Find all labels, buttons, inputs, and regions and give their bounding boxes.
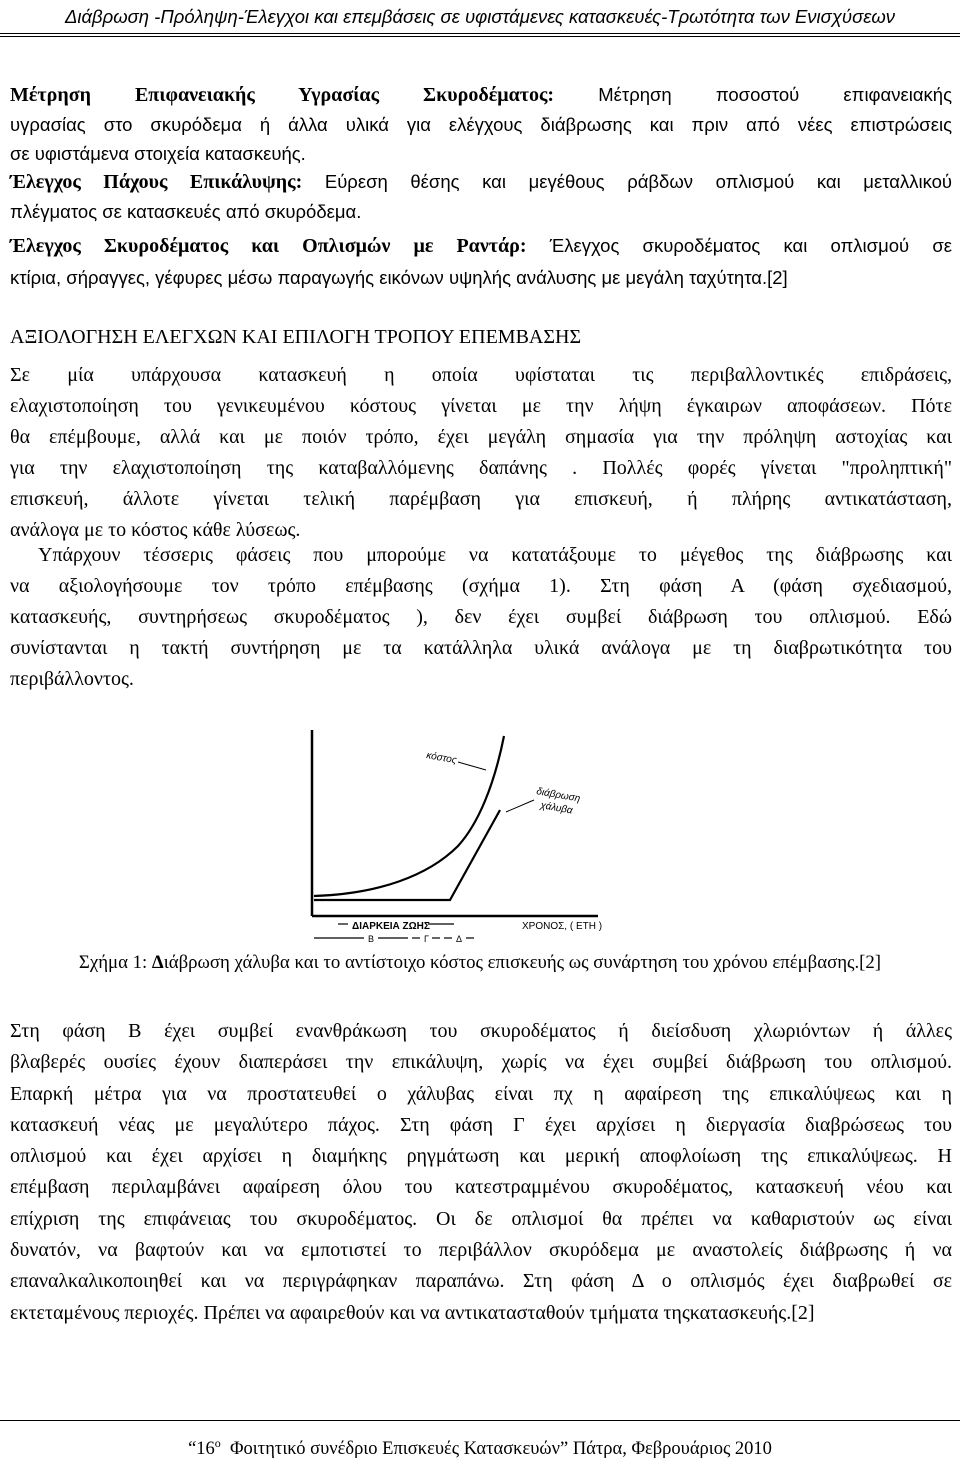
p1-line: για την ελαχιστοποίηση της καταβαλλόμενης δαπάνης . Πολλές φορές γίνεται "προληπτική" [10,457,952,479]
label-cost-leader [458,762,486,770]
label-steel-1: διάβρωση [535,786,582,805]
p3-line: εκτεταμένους περιοχές. Πρέπει να αφαιρεθούν και να αντικατασταθούν τμήματα τηςκατασκευής.[2] [10,1301,815,1324]
p3-line: βλαβερές ουσίες έχουν διαπεράσει την επικάλυψη, χωρίς να έχει συμβεί διάβρωση του οπλισμού. [10,1051,952,1074]
p3-line: Στη φάση Β έχει συμβεί ενανθράκωση του σκυροδέματος ή διείσδυση χλωριόντων ή άλλες [10,1020,952,1042]
method-radar [10,230,952,293]
label-time: ΧΡΟΝΟΣ, ( ΕΤΗ ) [522,921,603,932]
p3-line: επέμβαση περιλαμβάνει αφαίρεση όλου του κατεστραμμένου σκυροδέματος, κατασκευή νέου και [10,1176,952,1199]
phase-b-label: Β [368,934,375,944]
method-moisture-line1: Μέτρηση Επιφανειακής Υγρασίας Σκυροδέματος: Μέτρηση ποσοστού επιφανειακής [10,84,952,106]
method-radar-term: Έλεγχος Σκυροδέματος και Οπλισμών με Ραντάρ: [10,235,527,257]
steel-corrosion-curve [314,810,500,900]
p1-line: ελαχιστοποίηση του γενικευμένου κόστους γίνεται με την λήψη έγκαιρων αποφάσεων. Πότε [10,395,952,417]
caption-text: ιάβρωση χάλυβα και το αντίστοιχο κόστος επισκευής ως συνάρτηση του χρόνου επέμβασης.[2] [163,952,882,973]
label-lifetime: ΔΙΑΡΚΕΙΑ ΖΩΗΣ [352,921,430,932]
method-moisture-term: Μέτρηση Επιφανειακής Υγρασίας Σκυροδέματος: [10,84,555,106]
p2-line: κατασκευής, συντηρήσεως σκυροδέματος ), δεν έχει συμβεί διάβρωση του οπλισμού. Εδώ [10,606,952,628]
page-footer: “$16^o$ Φοιτητικό συνέδριο Επισκευές Κατασκευών” Πάτρα, Φεβρουάριος 2010 [188,1436,772,1460]
method-cover-line2: πλέγματος σε κατασκευές από σκυρόδεμα. [10,201,362,222]
caption-d: Δ [151,952,164,973]
method-cover-term: Έλεγχος Πάχους Επικάλυψης: [10,171,303,193]
method-radar-line1: Έλεγχος Σκυροδέματος και Οπλισμών με Ραντάρ: Έλεγχος σκυροδέματος και οπλισμού σε [10,235,952,257]
p3-line: επίχριση της επιφάνειας του σκυροδέματος. Οι δε οπλισμοί θα πρέπει να καθαριστούν ως είναι [10,1207,952,1230]
figure-1-drawing [308,726,604,944]
method-radar-line2: κτίρια, σήραγγες, γέφυρες μέσω παραγωγής εικόνων υψηλής ανάλυσης με μεγάλη ταχύτητα.[2] [10,267,788,288]
method-cover [10,167,952,226]
running-header: Διάβρωση -Πρόληψη-Έλεγχοι και επεμβάσεις σε υφιστάμενες κατασκευές-Τρωτότητα των Ενισχύσεων [64,6,896,27]
footer-number: 16 [196,1439,215,1460]
paragraph-1 [10,360,952,546]
p3-line: Επαρκή μέτρα για να προστατευθεί ο χάλυβας είναι πχ η αφαίρεση της επικαλύψεως και η [10,1082,952,1105]
figure-1 [308,726,604,944]
paragraph-2 [10,540,952,695]
label-steel-leader [506,800,534,812]
p3-line: κατασκευή νέας με μεγαλύτερο πάχος. Στη φάση Γ έχει αρχίσει η διεργασία διαβρώσεως του [10,1113,952,1136]
p1-line: θα επέμβουμε, αλλά και με ποιόν τρόπο, έχει μεγάλη σημασία για την πρόληψη αστοχίας και [10,426,952,448]
label-steel-2: χάλυβα [539,800,574,817]
p1-line: επισκευή, άλλοτε γίνεται τελική παρέμβαση για επισκευή, ή πλήρης αντικατάσταση, [10,488,952,510]
method-moisture-line3: σε υφιστάμενα στοιχεία κατασκευής. [10,143,306,164]
p2-line: να αξιολογήσουμε τον τρόπο επέμβασης (σχήμα 1). Στη φάση Α (φάση σχεδιασμού, [10,575,952,597]
p1-line: Σε μία υπάρχουσα κατασκευή η οποία υφίσταται τις περιβαλλοντικές επιδράσεις, [10,364,952,386]
p3-line: δυνατόν, να βαφτούν και να εμποτιστεί το περιβάλλον σκυρόδεμα με αναστολείς διάβρωσης ή να [10,1239,952,1262]
p3-line: επαναλκαλικοποιηθεί και να περιγράφηκαν παραπάνω. Στη φάση Δ ο οπλισμός έχει διαβρωθεί σε [10,1270,952,1293]
p2-line: συνίστανται η τακτή συντήρηση με τα κατάλληλα υλικά ανάλογα με τη διαβρωτικότητα του [10,637,952,659]
cost-curve [314,736,504,896]
header-rule [0,33,960,34]
header-rule-double [0,36,960,37]
phase-g-label: Γ [424,934,429,944]
footer-rule [0,1420,960,1421]
p3-line: οπλισμού και έχει αρχίσει η διαμήκης ρηγμάτωση και μερική αποφλοίωση της επικαλύψεως. Η [10,1145,952,1168]
p1-line: ανάλογα με το κόστος κάθε λύσεως. [10,519,301,541]
p2-line: περιβάλλοντος. [10,668,134,690]
method-cover-line1: Έλεγχος Πάχους Επικάλυψης: Εύρεση θέσης και μεγέθους ράβδων οπλισμού και μεταλλικού [10,171,952,193]
phase-d-label: Δ [456,934,463,944]
p2-line: Υπάρχουν τέσσερις φάσεις που μπορούμε να κατατάξουμε το μέγεθος της διάβρωσης και [38,544,952,566]
footer-sup: ο [214,1436,221,1450]
caption-prefix: Σχήμα 1: [78,952,152,973]
paragraph-3 [10,1016,952,1329]
figure-caption [0,952,960,974]
method-moisture-line2: υγρασίας στο σκυρόδεμα ή άλλα υλικά για ελέγχους διάβρωσης και πριν από νέες επιστρώσεις [10,114,952,135]
footer-text: Φοιτητικό συνέδριο Επισκευές Κατασκευών” Πάτρα, Φεβρουάριος 2010 [230,1439,772,1460]
label-cost: κόστος [425,750,458,767]
method-moisture [10,80,952,168]
section-heading: ΑΞΙΟΛΟΓΗΣΗ ΕΛΕΓΧΩΝ ΚΑΙ ΕΠΙΛΟΓΗ ΤΡΟΠΟΥ ΕΠΕΜΒΑΣΗΣ [10,326,582,348]
